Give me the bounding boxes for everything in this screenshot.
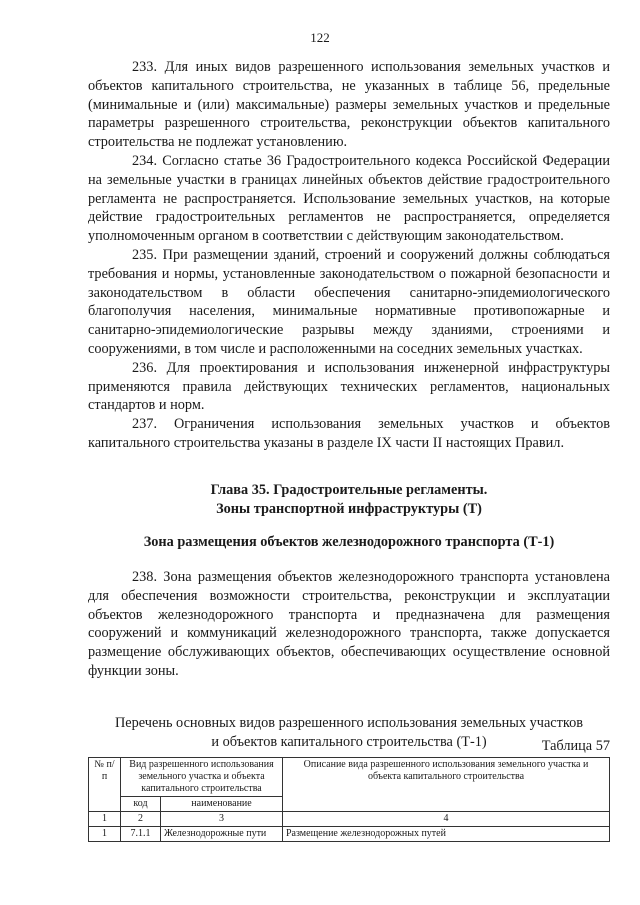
- page-number: 122: [310, 30, 330, 45]
- row-name: Железнодорожные пути: [161, 827, 283, 842]
- index-cell: 2: [121, 812, 161, 827]
- list-title-line-1: Перечень основных видов разрешенного использования земельных участков: [114, 715, 584, 731]
- paragraph-234: 234. Согласно статье 36 Градостроительного кодекса Российской Федерации на земельные участки в границах линейных объектов действие градостроительного регламента не распространяется. Использование земельных участков, на которые действие градостроительных регламентов не распространяется, определяется уполномоченным органом в соответствии с действующим законодательством.: [88, 152, 610, 245]
- paragraph-236: 236. Для проектирования и использования инженерной инфраструктуры применяются правила действующих технических регламентов, национальных стандартов и норм.: [88, 359, 610, 414]
- index-cell: 4: [283, 812, 610, 827]
- chapter-title-line-2: Зоны транспортной инфраструктуры (Т): [216, 501, 482, 517]
- index-cell: 1: [89, 812, 121, 827]
- table-label: Таблица 57: [541, 738, 610, 754]
- table-row: [89, 827, 610, 842]
- header-code: код: [121, 797, 161, 812]
- row-code: 7.1.1: [121, 827, 161, 842]
- table-index-row: [89, 812, 610, 827]
- header-description: Описание вида разрешенного использования земельного участка и объекта капитального строительства: [283, 758, 610, 812]
- row-num: 1: [89, 827, 121, 842]
- permitted-use-table: [88, 757, 610, 842]
- chapter-title: [88, 481, 610, 519]
- header-num: № п/п: [89, 758, 121, 812]
- zone-text: [88, 568, 610, 681]
- header-name: наименование: [161, 797, 283, 812]
- paragraph-233: 233. Для иных видов разрешенного использования земельных участков и объектов капитального строительства, не указанных в таблице 56, предельные (минимальные и (или) максимальные) размеры земельных участков и предельные параметры разрешенного строительства, реконструкции объектов капитального строительства не подлежат установлению.: [88, 59, 610, 151]
- chapter-title-line-1: Глава 35. Градостроительные регламенты.: [210, 482, 488, 498]
- index-cell: 3: [161, 812, 283, 827]
- zone-heading: Зона размещения объектов железнодорожного транспорта (Т-1): [143, 534, 555, 550]
- list-title-line-2: и объектов капитального строительства (Т-1): [211, 734, 487, 750]
- header-type-group: Вид разрешенного использования земельного участка и объекта капитального строительства: [121, 758, 283, 797]
- paragraph-237: 237. Ограничения использования земельных участков и объектов капитального строительства указаны в разделе IX части II настоящих Правил.: [88, 416, 610, 451]
- paragraph-238: 238. Зона размещения объектов железнодорожного транспорта установлена для обеспечения возможности строительства, реконструкции и эксплуатации объектов железнодорожного транспорта и предназначена для размещения сооружений и коммуникаций железнодорожного транспорта, также допускается размещение обслуживающих объектов, обеспечивающих осуществление основной функции зоны.: [88, 569, 610, 679]
- list-title: [88, 714, 610, 752]
- table-header-row: [89, 758, 610, 797]
- row-description: Размещение железнодорожных путей: [283, 827, 610, 842]
- body-text: [88, 58, 610, 453]
- paragraph-235: 235. При размещении зданий, строений и сооружений должны соблюдаться требования и нормы, установленные законодательством о пожарной безопасности и законодательством в области обеспечения санитарно-эпидемиологического благополучия населения, минимальные нормативные противопожарные и санитарно-эпидемиологические разрывы между зданиями, строениями и сооружениями, в том числе и расположенными на соседних земельных участках.: [88, 246, 610, 357]
